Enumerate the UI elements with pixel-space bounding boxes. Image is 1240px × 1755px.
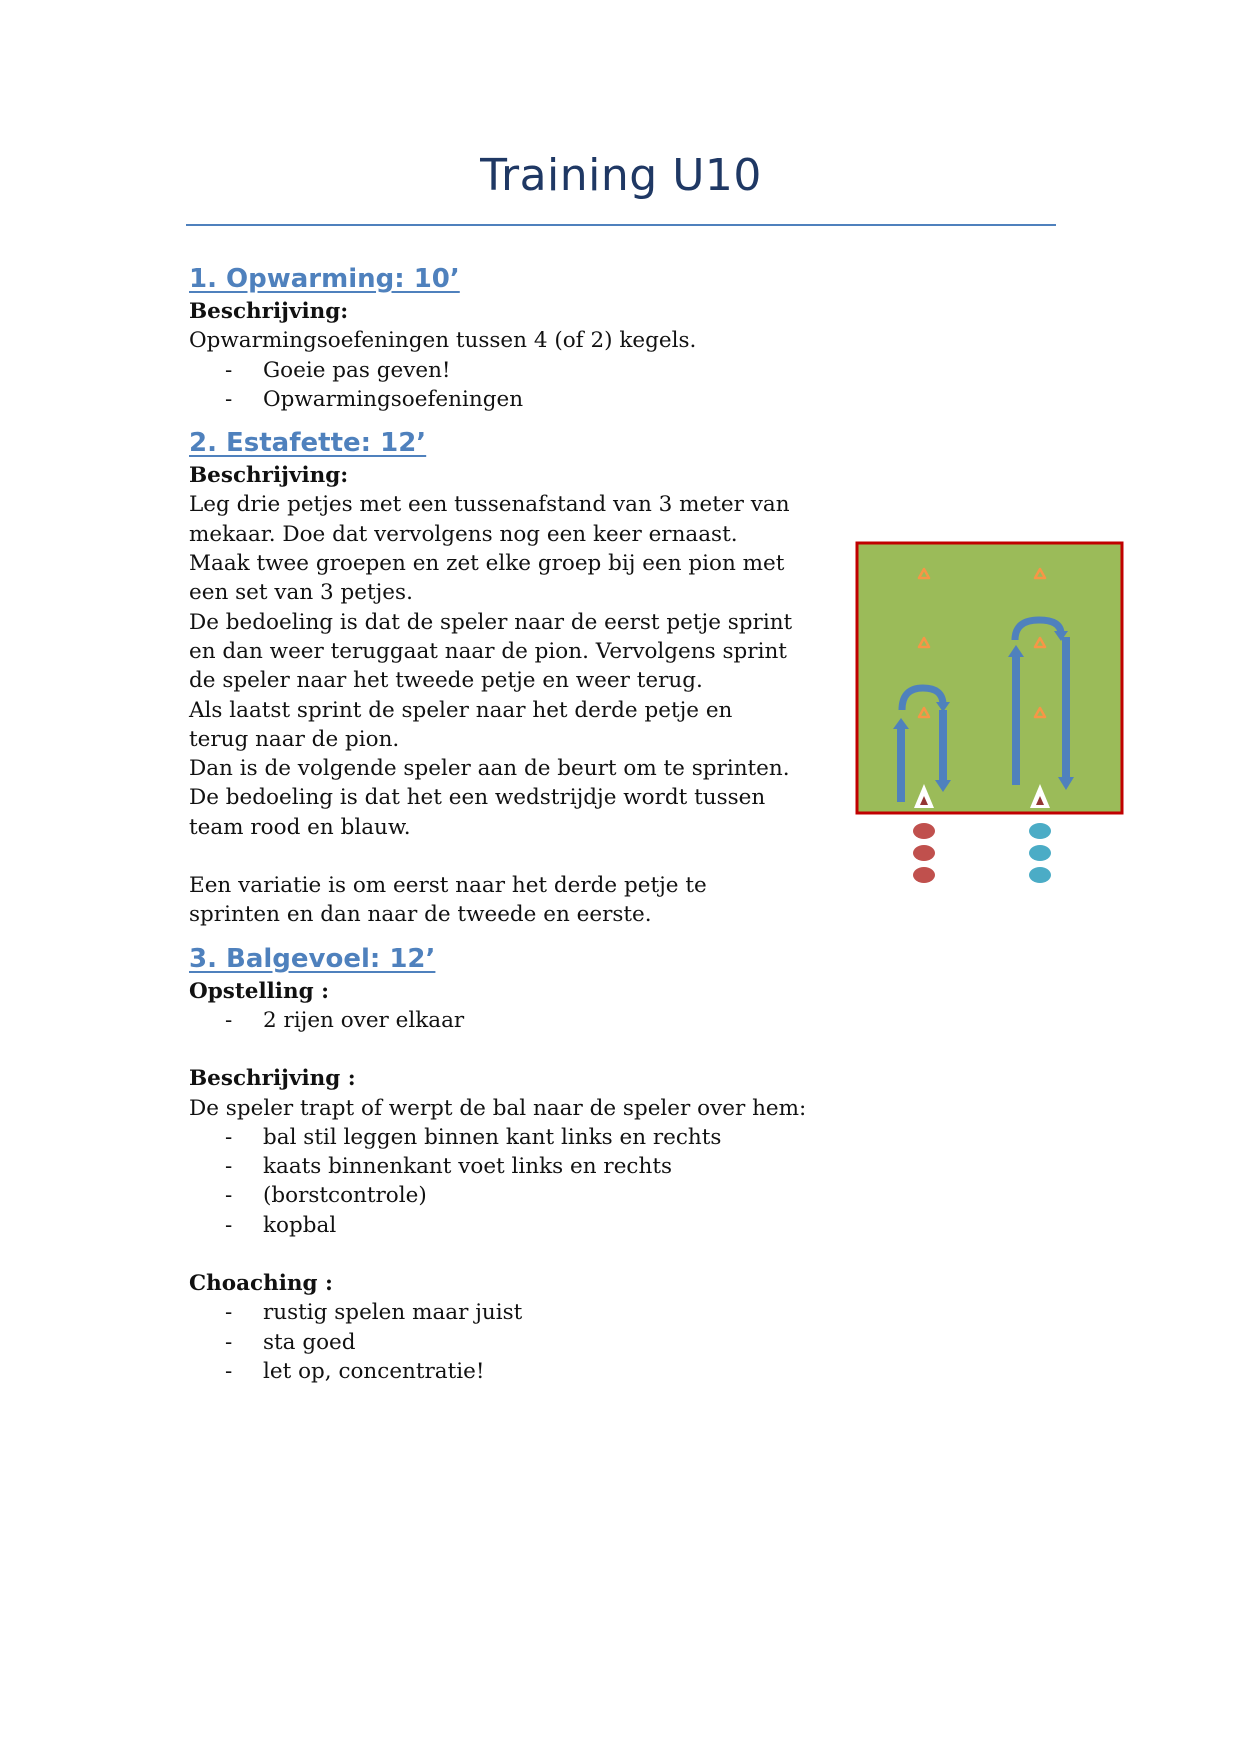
- relay-drill-diagram: [855, 540, 1125, 900]
- text-line: Leg drie petjes met een tussenafstand van 3 meter van: [189, 492, 790, 518]
- section-heading: 2. Estafette: 12’: [189, 428, 427, 459]
- variation-line: Een variatie is om eerst naar het derde petje te: [189, 873, 707, 899]
- blue-player-icon: [1029, 867, 1051, 883]
- text-line: Als laatst sprint de speler naar het derde petje en: [189, 697, 733, 723]
- players: [913, 823, 1051, 883]
- section-heading: 1. Opwarming: 10’: [189, 264, 460, 294]
- list-item: - Goeie pas geven!: [189, 356, 829, 385]
- text-line: Dan is de volgende speler aan de beurt om te sprinten.: [189, 756, 790, 782]
- coaching-label: Choaching :: [189, 1271, 333, 1297]
- field-rect: [857, 543, 1122, 813]
- list-item: - rustig spelen maar juist: [189, 1298, 829, 1327]
- description-label: Beschrijving:: [189, 299, 349, 324]
- text-line: Maak twee groepen en zet elke groep bij een pion met: [189, 551, 785, 577]
- red-player-icon: [913, 867, 935, 883]
- text-line: De bedoeling is dat de speler naar de eerst petje sprint: [189, 609, 793, 635]
- list-item: - kaats binnenkant voet links en rechts: [189, 1152, 829, 1181]
- red-player-icon: [913, 845, 935, 861]
- bullet-list: [189, 1123, 829, 1240]
- coaching-list: [189, 1298, 829, 1386]
- section-opwarming: [189, 263, 829, 414]
- section-heading: 3. Balgevoel: 12’: [189, 943, 436, 974]
- text-line: een set van 3 petjes.: [189, 580, 413, 606]
- list-item: - Opwarmingsoefeningen: [189, 385, 829, 414]
- list-item: - bal stil leggen binnen kant links en rechts: [189, 1123, 829, 1152]
- blue-player-icon: [1029, 845, 1051, 861]
- description-text: Opwarmingsoefeningen tussen 4 (of 2) kegels.: [189, 328, 697, 354]
- setup-label: Opstelling :: [189, 978, 330, 1004]
- text-line: terug naar de pion.: [189, 726, 400, 752]
- text-line: De bedoeling is dat het een wedstrijdje wordt tussen: [189, 785, 766, 811]
- list-item: - sta goed: [189, 1328, 829, 1357]
- text-line: en dan weer teruggaat naar de pion. Vervolgens sprint: [189, 638, 787, 664]
- title-divider: [186, 224, 1056, 226]
- list-item: - let op, concentratie!: [189, 1357, 829, 1386]
- text-line: mekaar. Doe dat vervolgens nog een keer ernaast.: [189, 521, 738, 547]
- list-item: - 2 rijen over elkaar: [189, 1006, 829, 1035]
- text-line: de speler naar het tweede petje en weer terug.: [189, 668, 703, 694]
- section-balgevoel: [189, 943, 829, 1387]
- blue-player-icon: [1029, 823, 1051, 839]
- description-text: De speler trapt of werpt de bal naar de speler over hem:: [189, 1095, 807, 1121]
- page-title: Training U10: [480, 150, 762, 201]
- text-line: team rood en blauw.: [189, 814, 411, 840]
- bullet-list: [189, 356, 829, 415]
- variation-line: sprinten en dan naar de tweede en eerste.: [189, 902, 652, 928]
- red-player-icon: [913, 823, 935, 839]
- section-estafette: [189, 427, 829, 929]
- description-label: Beschrijving :: [189, 1066, 356, 1092]
- list-item: - kopbal: [189, 1211, 829, 1240]
- setup-list: [189, 1006, 829, 1035]
- description-label: Beschrijving:: [189, 463, 349, 489]
- document-body: [189, 263, 829, 1386]
- list-item: - (borstcontrole): [189, 1181, 829, 1210]
